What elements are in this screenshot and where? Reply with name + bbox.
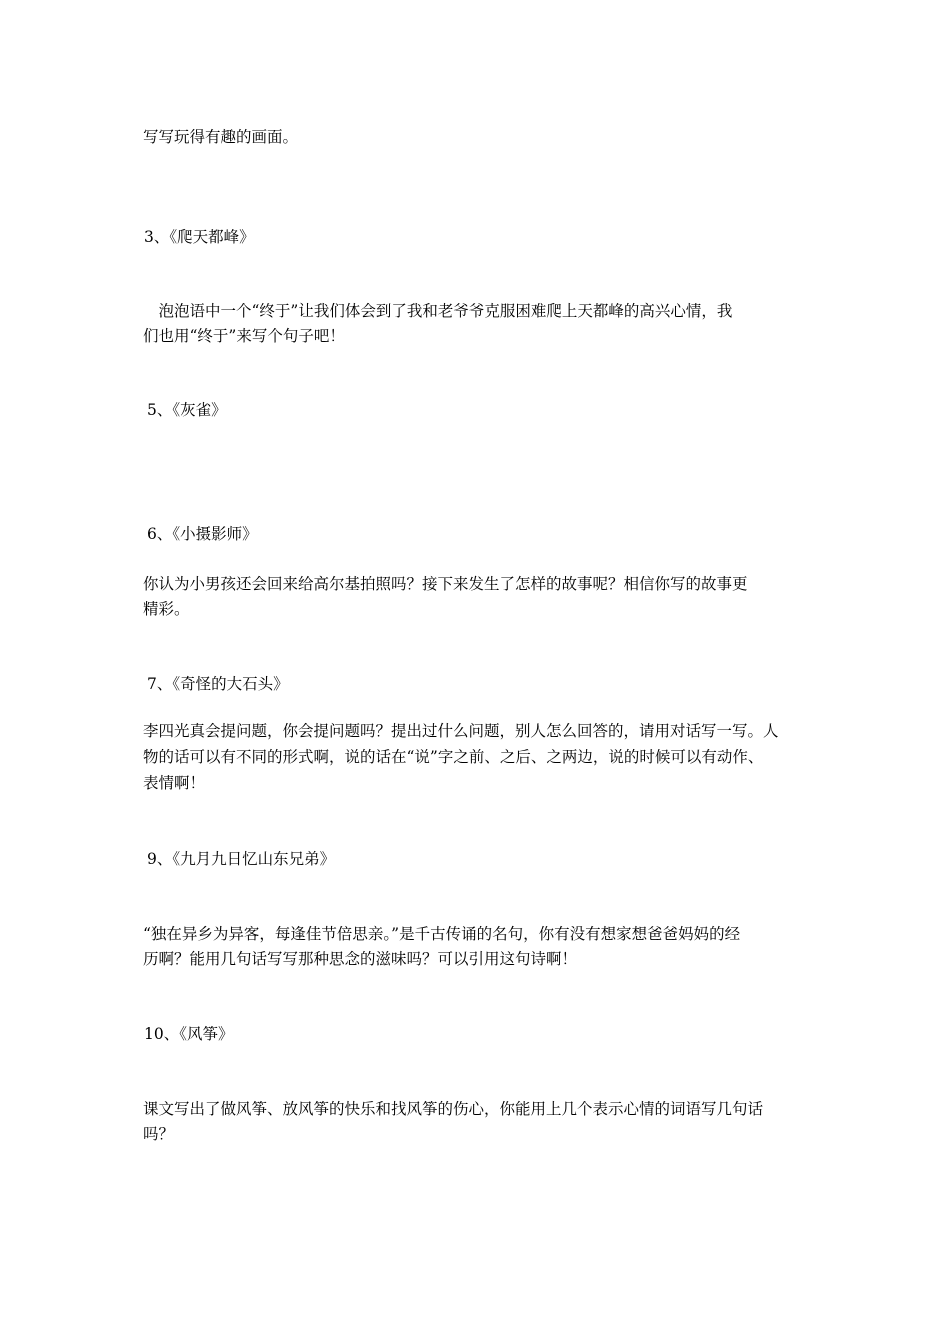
section-body-line: 泡泡语中一个“终于”让我们体会到了我和老爷爷克服困难爬上天都峰的高兴心情，我: [143, 302, 733, 320]
section-heading-jiu-yue-jiu-ri: 9、《九月九日忆山东兄弟》: [147, 850, 336, 868]
section-heading-feng-zheng: 10、《风筝》: [144, 1025, 234, 1043]
section-body-line: 表情啊！: [143, 774, 206, 792]
section-heading-hui-que: 5、《灰雀》: [147, 401, 227, 419]
section-heading-pa-tian-du-feng: 3、《爬天都峰》: [144, 228, 255, 246]
section-heading-xiao-she-ying-shi: 6、《小摄影师》: [147, 525, 258, 543]
section-body-line: 课文写出了做风筝、放风筝的快乐和找风筝的伤心，你能用上几个表示心情的词语写几句话: [143, 1100, 764, 1118]
section-body-line: 历啊？能用几句话写写那种思念的滋味吗？可以引用这句诗啊！: [143, 950, 578, 968]
section-body-line: 精彩。: [143, 600, 190, 618]
section-heading-qi-guai-de-da-shi-tou: 7、《奇怪的大石头》: [147, 675, 289, 693]
section-body-line: 你认为小男孩还会回来给高尔基拍照吗？接下来发生了怎样的故事呢？相信你写的故事更: [143, 575, 748, 593]
section-body-line: 们也用“终于”来写个句子吧！: [143, 327, 345, 345]
section-body-line: 李四光真会提问题，你会提问题吗？提出过什么问题，别人怎么回答的，请用对话写一写。人: [143, 722, 779, 740]
section-body-line: 吗？: [143, 1125, 175, 1143]
section-body-line: 物的话可以有不同的形式啊，说的话在“说”字之前、之后、之两边，说的时候可以有动作、: [143, 748, 764, 766]
section-body-line: “独在异乡为异客，每逢佳节倍思亲。”是千古传诵的名句，你有没有想家想爸爸妈妈的经: [143, 925, 741, 943]
intro-text-line: 写写玩得有趣的画面。: [143, 128, 299, 146]
